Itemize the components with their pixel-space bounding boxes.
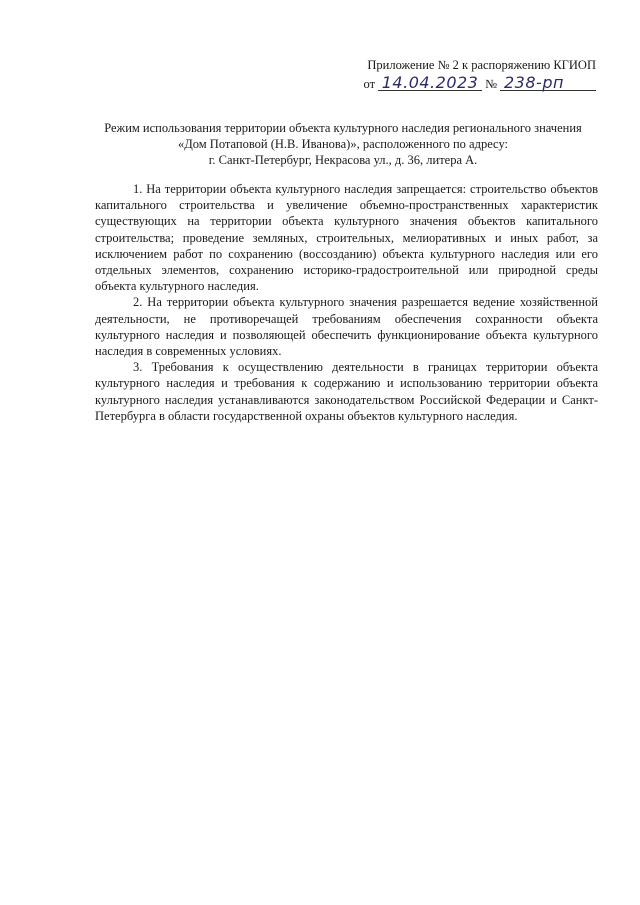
paragraph-1: 1. На территории объекта культурного наследия запрещается: строительство объектов капитального строительства и увеличение объемно-пространственных характеристик существующих на территории объекта культурного значения объектов капитального строительства; проведение земляных, строительных, мелиоративных и иных работ, за исключением работ по сохранению (воссозданию) объекта культурного наследия или его отдельных элементов, сохранению историко-градостроительной или природной среды объекта культурного наследия. <box>95 182 598 294</box>
handwritten-order-number: 238-рп <box>500 75 596 91</box>
heading-line-2: «Дом Потаповой (Н.В. Иванова)», расположенного по адресу: <box>177 137 509 151</box>
heading-line-3: г. Санкт-Петербург, Некрасова ул., д. 36, литера А. <box>208 153 478 167</box>
order-date-number-line <box>364 75 597 92</box>
heading-line-1: Режим использования территории объекта культурного наследия регионального значения <box>104 121 582 135</box>
appendix-title: Приложение № 2 к распоряжению КГИОП <box>367 58 596 72</box>
document-body <box>95 181 598 424</box>
document-heading <box>88 120 598 168</box>
number-sign-label: № <box>485 77 497 91</box>
date-prefix-label: от <box>363 77 376 91</box>
handwritten-date: 14.04.2023 <box>378 75 482 91</box>
appendix-reference <box>364 58 597 92</box>
paragraph-3: 3. Требования к осуществлению деятельности в границах территории объекта культурного наследия и требования к содержанию и использованию территории объекта культурного наследия устанавливаются законодательством Российской Федерации и Санкт-Петербурга в области государственной охраны объектов культурного наследия. <box>95 360 598 423</box>
paragraph-2: 2. На территории объекта культурного значения разрешается ведение хозяйственной деятельности, не противоречащей требованиям обеспечения сохранности объекта культурного наследия и позволяющей обеспечить функционирование объекта культурного наследия в современных условиях. <box>95 295 598 359</box>
